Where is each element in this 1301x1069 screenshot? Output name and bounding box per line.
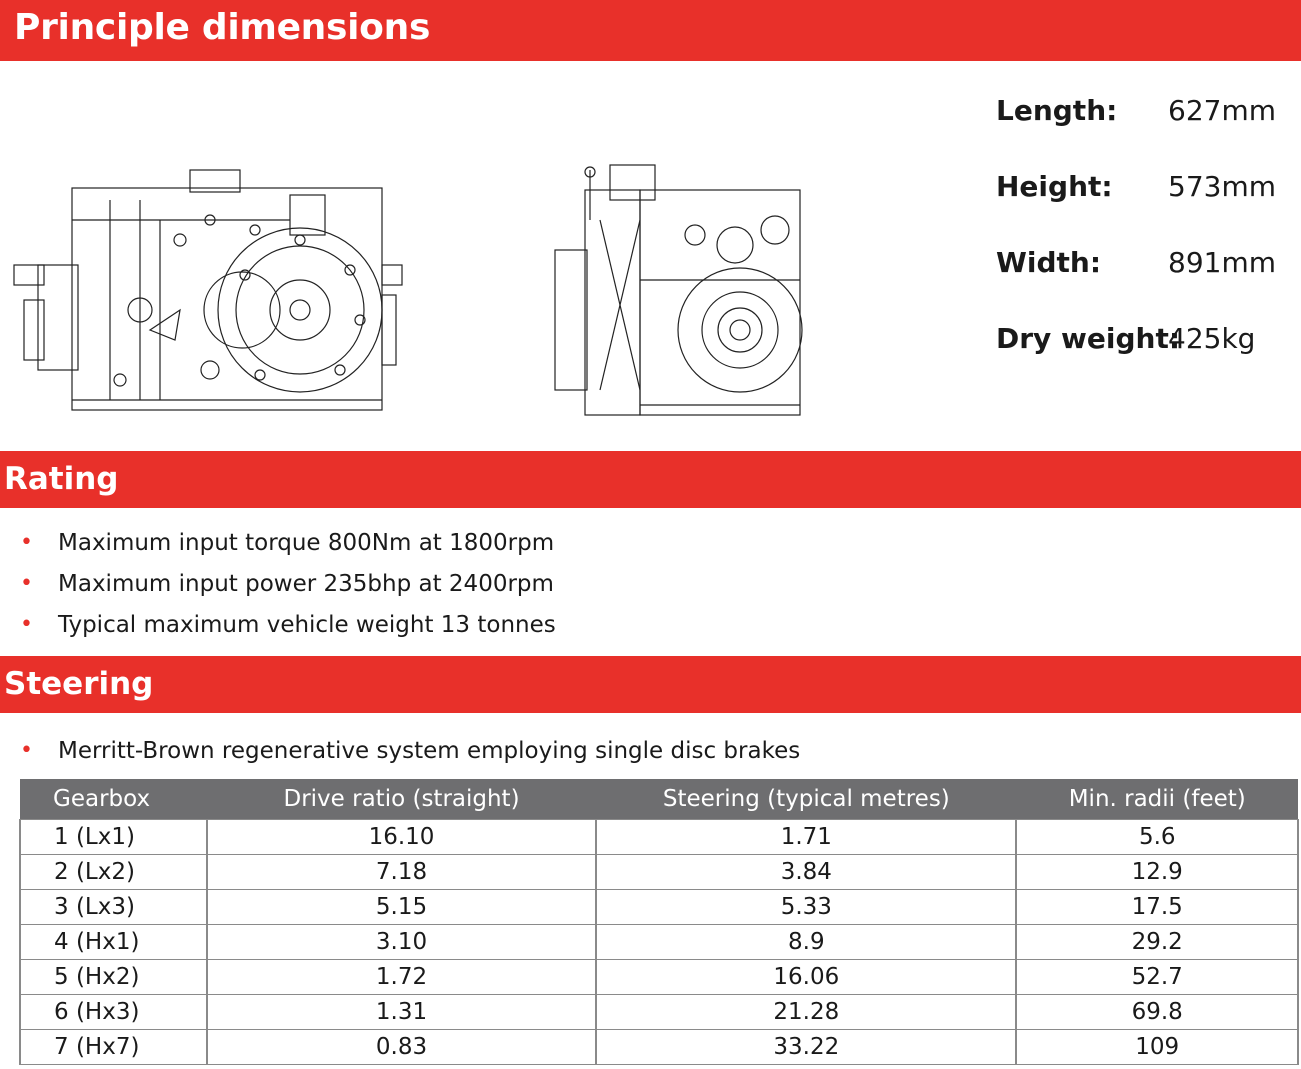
- table-cell: 4 (Hx1): [20, 924, 207, 959]
- table-cell: 109: [1016, 1029, 1298, 1064]
- list-item-text: Typical maximum vehicle weight 13 tonnes: [58, 612, 556, 638]
- bullet-dot-icon: •: [20, 530, 33, 555]
- dimension-dry-weight: [996, 322, 1286, 398]
- list-item-text: Merritt-Brown regenerative system employing single disc brakes: [58, 738, 801, 764]
- table-cell: 7.18: [207, 854, 596, 889]
- table-cell: 1.71: [596, 819, 1016, 854]
- table-cell: 1.72: [207, 959, 596, 994]
- table-cell: 8.9: [596, 924, 1016, 959]
- dimension-value: 627mm: [1168, 94, 1276, 127]
- list-item-text: Maximum input torque 800Nm at 1800rpm: [58, 530, 555, 556]
- gearbox-table: [19, 779, 1299, 1065]
- table-cell: 21.28: [596, 994, 1016, 1029]
- dimension-value: 891mm: [1168, 246, 1276, 279]
- table-cell: 33.22: [596, 1029, 1016, 1064]
- table-cell: 1 (Lx1): [20, 819, 207, 854]
- table-cell: 5 (Hx2): [20, 959, 207, 994]
- bullet-dot-icon: •: [20, 571, 33, 596]
- table-row: [20, 924, 1298, 959]
- table-cell: 7 (Hx7): [20, 1029, 207, 1064]
- table-cell: 6 (Hx3): [20, 994, 207, 1029]
- table-row: [20, 889, 1298, 924]
- table-cell: 52.7: [1016, 959, 1298, 994]
- table-row: [20, 854, 1298, 889]
- principle-dimensions-banner: [0, 0, 1301, 61]
- bullet-dot-icon: •: [20, 612, 33, 637]
- table-row: [20, 994, 1298, 1029]
- dimension-label: Width:: [996, 246, 1102, 279]
- table-cell: 0.83: [207, 1029, 596, 1064]
- table-header-row: [20, 779, 1298, 819]
- dimension-label: Height:: [996, 170, 1113, 203]
- dimensions-list: [996, 94, 1286, 398]
- column-header: Gearbox: [20, 779, 207, 819]
- table-cell: 5.6: [1016, 819, 1298, 854]
- gearbox-front-view-drawing: [10, 160, 410, 420]
- table-cell: 17.5: [1016, 889, 1298, 924]
- table-cell: 12.9: [1016, 854, 1298, 889]
- dimension-label: Length:: [996, 94, 1118, 127]
- column-header: Drive ratio (straight): [207, 779, 596, 819]
- table-row: [20, 819, 1298, 854]
- dimension-height: [996, 170, 1286, 246]
- table-cell: 3 (Lx3): [20, 889, 207, 924]
- dimension-width: [996, 246, 1286, 322]
- table-row: [20, 1029, 1298, 1064]
- table-cell: 3.84: [596, 854, 1016, 889]
- list-item-text: Maximum input power 235bhp at 2400rpm: [58, 571, 554, 597]
- table-cell: 69.8: [1016, 994, 1298, 1029]
- dimension-value: 573mm: [1168, 170, 1276, 203]
- steering-banner: [0, 656, 1301, 713]
- dimension-length: [996, 94, 1286, 170]
- section-title-principle-dimensions: Principle dimensions: [14, 7, 431, 48]
- table-cell: 5.33: [596, 889, 1016, 924]
- table-cell: 2 (Lx2): [20, 854, 207, 889]
- dimension-value: 425kg: [1168, 322, 1256, 355]
- section-title-steering: Steering: [4, 666, 154, 702]
- dimension-label: Dry weight:: [996, 322, 1181, 355]
- table-cell: 3.10: [207, 924, 596, 959]
- column-header: Min. radii (feet): [1016, 779, 1298, 819]
- table-cell: 1.31: [207, 994, 596, 1029]
- section-title-rating: Rating: [4, 461, 119, 497]
- table-cell: 29.2: [1016, 924, 1298, 959]
- table-cell: 5.15: [207, 889, 596, 924]
- table-row: [20, 959, 1298, 994]
- column-header: Steering (typical metres): [596, 779, 1016, 819]
- table-cell: 16.06: [596, 959, 1016, 994]
- rating-banner: [0, 451, 1301, 508]
- table-cell: 16.10: [207, 819, 596, 854]
- bullet-dot-icon: •: [20, 738, 33, 763]
- gearbox-side-view-drawing: [545, 160, 810, 420]
